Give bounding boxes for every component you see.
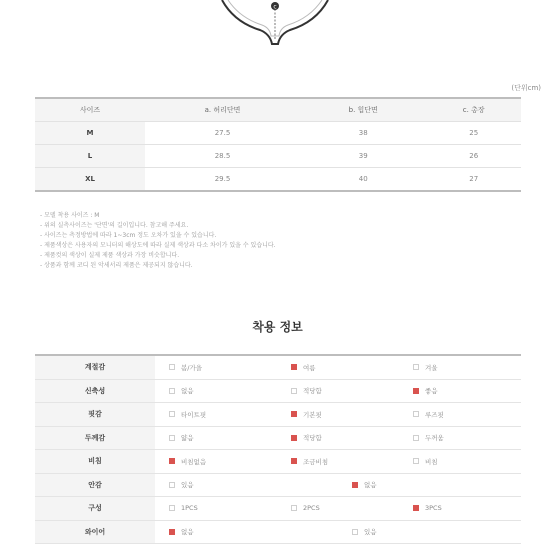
fit-row-label: 신축성 — [35, 380, 155, 403]
fit-row — [35, 427, 521, 451]
hip-value: 39 — [300, 145, 426, 168]
checked-box-icon — [413, 388, 419, 394]
fit-row — [35, 403, 521, 427]
fit-option-label: 3PCS — [425, 504, 442, 513]
fit-option — [277, 380, 399, 403]
fit-option — [399, 356, 521, 379]
fit-option-label: 있음 — [181, 481, 194, 490]
fit-option-label: 조금비침 — [303, 457, 329, 466]
fit-option — [277, 497, 399, 520]
size-header: 사이즈 — [35, 98, 145, 122]
unchecked-box-icon — [352, 529, 358, 535]
fit-option-label: 비침 — [425, 457, 438, 466]
checked-box-icon — [352, 482, 358, 488]
fit-option — [155, 356, 277, 379]
length-header: c. 총장 — [426, 98, 521, 122]
fit-option-label: 타이트핏 — [181, 410, 207, 419]
fit-option — [277, 356, 399, 379]
checked-box-icon — [413, 505, 419, 511]
note-line: - 모델 착용 사이즈 : M — [40, 212, 100, 219]
fit-row-label: 계절감 — [35, 356, 155, 379]
fit-option — [399, 427, 521, 450]
unchecked-box-icon — [413, 411, 419, 417]
fit-option-label: 얇음 — [181, 434, 194, 443]
fit-info-table — [35, 354, 521, 544]
fit-option-label: 1PCS — [181, 504, 198, 513]
checked-box-icon — [291, 364, 297, 370]
fit-options — [155, 356, 521, 379]
fit-option — [155, 403, 277, 426]
fit-option — [338, 521, 521, 544]
fit-options — [155, 450, 521, 473]
fit-option — [399, 403, 521, 426]
fit-option — [399, 497, 521, 520]
table-row — [35, 168, 521, 192]
unchecked-box-icon — [169, 411, 175, 417]
fit-option-label: 없음 — [364, 481, 377, 490]
waist-value: 28.5 — [145, 145, 300, 168]
size-notes — [40, 211, 276, 271]
fit-row — [35, 521, 521, 545]
fit-option-label: 적당함 — [303, 434, 322, 443]
table-row — [35, 145, 521, 168]
fit-row — [35, 474, 521, 498]
fit-option — [155, 474, 338, 497]
unchecked-box-icon — [413, 458, 419, 464]
fit-row-label: 두께감 — [35, 427, 155, 450]
fit-option — [155, 450, 277, 473]
fit-options — [155, 427, 521, 450]
checked-box-icon — [169, 458, 175, 464]
unchecked-box-icon — [169, 364, 175, 370]
fit-option — [277, 450, 399, 473]
measure-marker-c: c — [273, 3, 277, 11]
fit-row — [35, 497, 521, 521]
fit-info-title: 착용 정보 — [252, 320, 303, 334]
unchecked-box-icon — [169, 435, 175, 441]
unchecked-box-icon — [169, 505, 175, 511]
fit-options — [155, 497, 521, 520]
fit-row — [35, 380, 521, 404]
fit-option-label: 기본핏 — [303, 410, 322, 419]
fit-option — [155, 497, 277, 520]
hip-header: b. 힙단면 — [300, 98, 426, 122]
fit-row — [35, 356, 521, 380]
fit-option-label: 두꺼움 — [425, 434, 444, 443]
fit-option-label: 겨울 — [425, 363, 438, 372]
fit-options — [155, 380, 521, 403]
waist-value: 29.5 — [145, 168, 300, 192]
note-line: - 상품과 함께 코디 된 악세서리 제품은 제공되지 않습니다. — [40, 262, 193, 269]
fit-option — [399, 450, 521, 473]
fit-row — [35, 450, 521, 474]
fit-option — [277, 427, 399, 450]
size-label: L — [35, 145, 145, 168]
fit-options — [155, 521, 521, 544]
garment-diagram — [200, 0, 350, 50]
fit-option-label: 비침없음 — [181, 457, 207, 466]
fit-option-label: 적당함 — [303, 387, 322, 396]
length-value: 25 — [426, 122, 521, 145]
fit-option-label: 있음 — [364, 528, 377, 537]
checked-box-icon — [291, 458, 297, 464]
fit-row-label: 와이어 — [35, 521, 155, 544]
waist-value: 27.5 — [145, 122, 300, 145]
fit-option — [399, 380, 521, 403]
waist-header: a. 허리단면 — [145, 98, 300, 122]
checked-box-icon — [169, 529, 175, 535]
checked-box-icon — [291, 411, 297, 417]
fit-option — [155, 380, 277, 403]
size-table-header-row — [35, 98, 521, 122]
fit-row-label: 핏감 — [35, 403, 155, 426]
note-line: - 위의 실측사이즈는 '단면'의 길이입니다. 참고해 주세요. — [40, 222, 189, 229]
fit-option-label: 없음 — [181, 387, 194, 396]
fit-option-label: 봄/가을 — [181, 363, 203, 372]
fit-option-label: 없음 — [181, 528, 194, 537]
note-line: - 제품색상은 사용자의 모니터의 해상도에 따라 실제 색상과 다소 차이가 있을 수 있습니다. — [40, 242, 276, 249]
length-value: 26 — [426, 145, 521, 168]
unit-note: (단위cm) — [511, 84, 541, 92]
unchecked-box-icon — [413, 364, 419, 370]
fit-option — [155, 427, 277, 450]
fit-option-label: 2PCS — [303, 504, 320, 513]
fit-option — [338, 474, 521, 497]
fit-row-label: 구성 — [35, 497, 155, 520]
unchecked-box-icon — [169, 388, 175, 394]
size-table — [35, 97, 521, 192]
fit-option-label: 루즈핏 — [425, 410, 444, 419]
fit-row-label: 비침 — [35, 450, 155, 473]
size-label: XL — [35, 168, 145, 192]
hip-value: 38 — [300, 122, 426, 145]
fit-option-label: 여름 — [303, 363, 316, 372]
unchecked-box-icon — [291, 388, 297, 394]
hip-value: 40 — [300, 168, 426, 192]
note-line: - 사이즈는 측정방법에 따라 1~3cm 정도 오차가 있을 수 있습니다. — [40, 232, 217, 239]
table-row — [35, 122, 521, 145]
fit-option — [155, 521, 338, 544]
fit-option-label: 좋음 — [425, 387, 438, 396]
checked-box-icon — [291, 435, 297, 441]
note-line: - 제품컷의 색상이 실제 제품 색상과 가장 비슷합니다. — [40, 252, 180, 259]
fit-options — [155, 403, 521, 426]
size-label: M — [35, 122, 145, 145]
fit-options — [155, 474, 521, 497]
unchecked-box-icon — [169, 482, 175, 488]
unchecked-box-icon — [291, 505, 297, 511]
fit-option — [277, 403, 399, 426]
fit-row-label: 안감 — [35, 474, 155, 497]
unchecked-box-icon — [413, 435, 419, 441]
length-value: 27 — [426, 168, 521, 192]
